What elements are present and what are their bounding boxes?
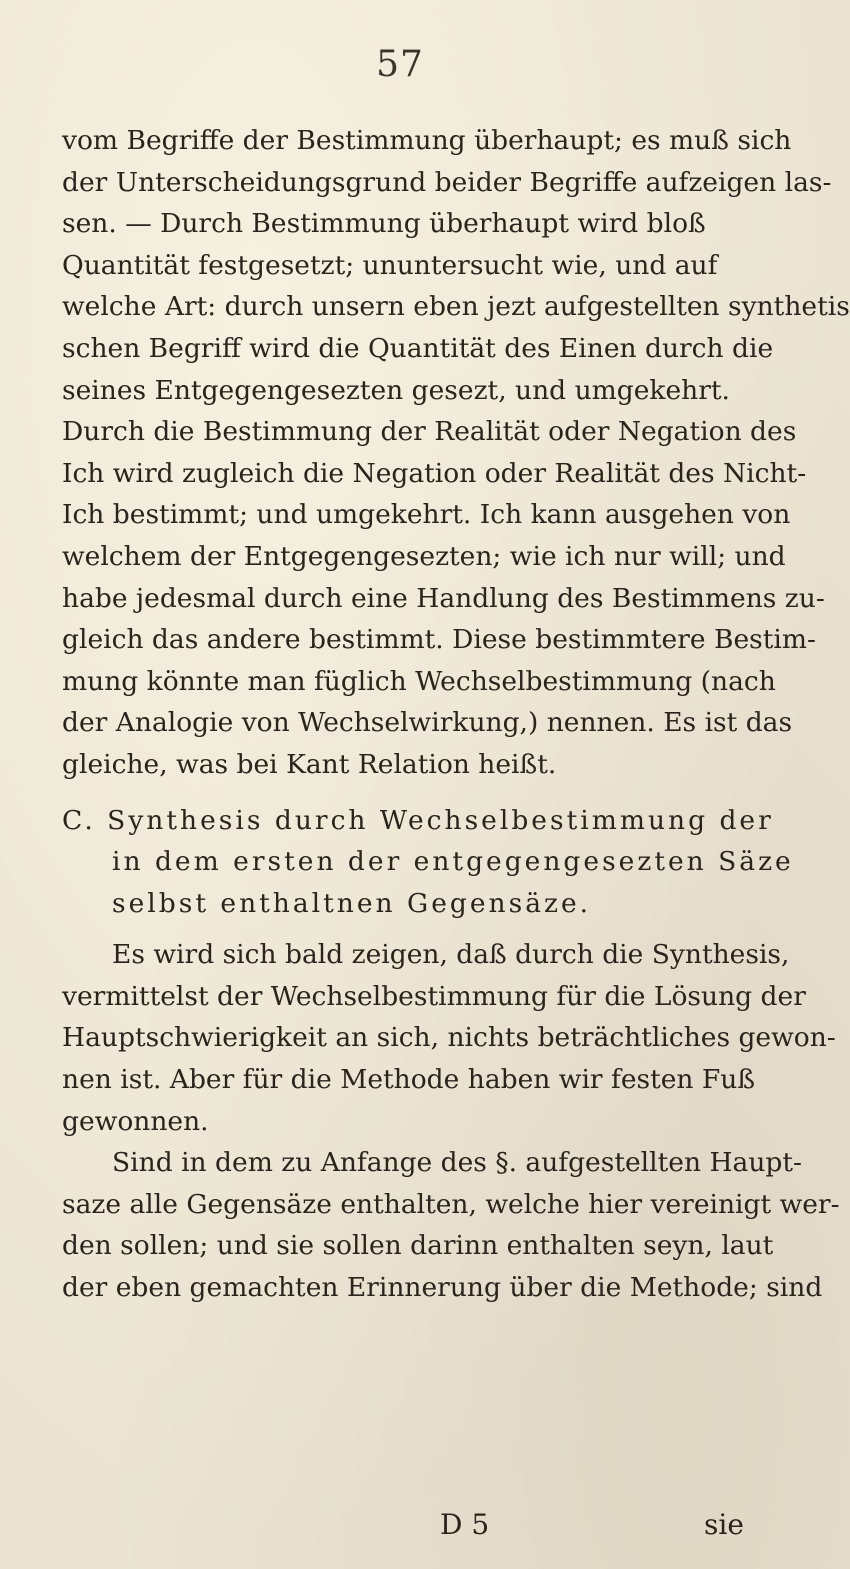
text-line: seines Entgegengesezten gesezt, und umgekehrt.	[62, 374, 730, 406]
page-number: 57	[376, 44, 424, 85]
text-line: sen. — Durch Bestimmung überhaupt wird bloß	[62, 208, 706, 240]
heading-line: C. Synthesis durch Wechselbestimmung der	[62, 804, 774, 836]
heading-line: selbst enthaltnen Gegensäze.	[112, 887, 592, 919]
text-line: welchem der Entgegengesezten; wie ich nur will; und	[62, 540, 786, 572]
text-line: nen ist. Aber für die Methode haben wir festen Fuß	[62, 1064, 756, 1096]
paragraph-3	[62, 1142, 840, 1308]
text-line: habe jedesmal durch eine Handlung des Bestimmens zu-	[62, 582, 825, 614]
text-line: saze alle Gegensäze enthalten, welche hier vereinigt wer-	[62, 1188, 840, 1220]
text-line: der Analogie von Wechselwirkung,) nennen. Es ist das	[62, 707, 793, 739]
text-line: den sollen; und sie sollen darinn enthalten seyn, laut	[62, 1230, 774, 1262]
paragraph-2	[62, 934, 836, 1142]
catchword: sie	[704, 1508, 744, 1541]
text-line: Es wird sich bald zeigen, daß durch die Synthesis,	[112, 939, 790, 971]
heading-line: in dem ersten der entgegengesezten Säze	[112, 846, 794, 878]
text-line: vermittelst der Wechselbestimmung für die Lösung der	[62, 980, 806, 1012]
text-line: Quantität festgesetzt; ununtersucht wie, und auf	[62, 249, 718, 281]
text-line: Ich bestimmt; und umgekehrt. Ich kann ausgehen von	[62, 499, 791, 531]
paragraph-1	[62, 120, 850, 786]
text-line: mung könnte man füglich Wechselbestimmung (nach	[62, 665, 776, 697]
text-line: vom Begriffe der Bestimmung überhaupt; es muß sich	[62, 125, 792, 156]
text-line: gewonnen.	[62, 1105, 209, 1137]
body-text	[62, 120, 850, 1309]
text-line: Ich wird zugleich die Negation oder Realität des Nicht-	[62, 457, 807, 489]
signature-mark: D 5	[440, 1508, 490, 1541]
text-line: Hauptschwierigkeit an sich, nichts beträchtliches gewon-	[62, 1022, 836, 1054]
text-line: gleiche, was bei Kant Relation heißt.	[62, 748, 557, 780]
text-line: gleich das andere bestimmt. Diese bestimmtere Bestim-	[62, 624, 816, 656]
page-footer	[0, 1508, 800, 1548]
text-line: Durch die Bestimmung der Realität oder Negation des	[62, 416, 797, 448]
text-line: welche Art: durch unsern eben jezt aufgestellten synthetis	[62, 291, 850, 323]
section-heading	[62, 800, 794, 925]
text-line: schen Begriff wird die Quantität des Einen durch die	[62, 332, 774, 364]
text-line: der eben gemachten Erinnerung über die Methode; sind	[62, 1272, 823, 1304]
text-line: der Unterscheidungsgrund beider Begriffe aufzeigen las-	[62, 166, 832, 198]
text-line: Sind in dem zu Anfange des §. aufgestellten Haupt-	[112, 1147, 802, 1179]
